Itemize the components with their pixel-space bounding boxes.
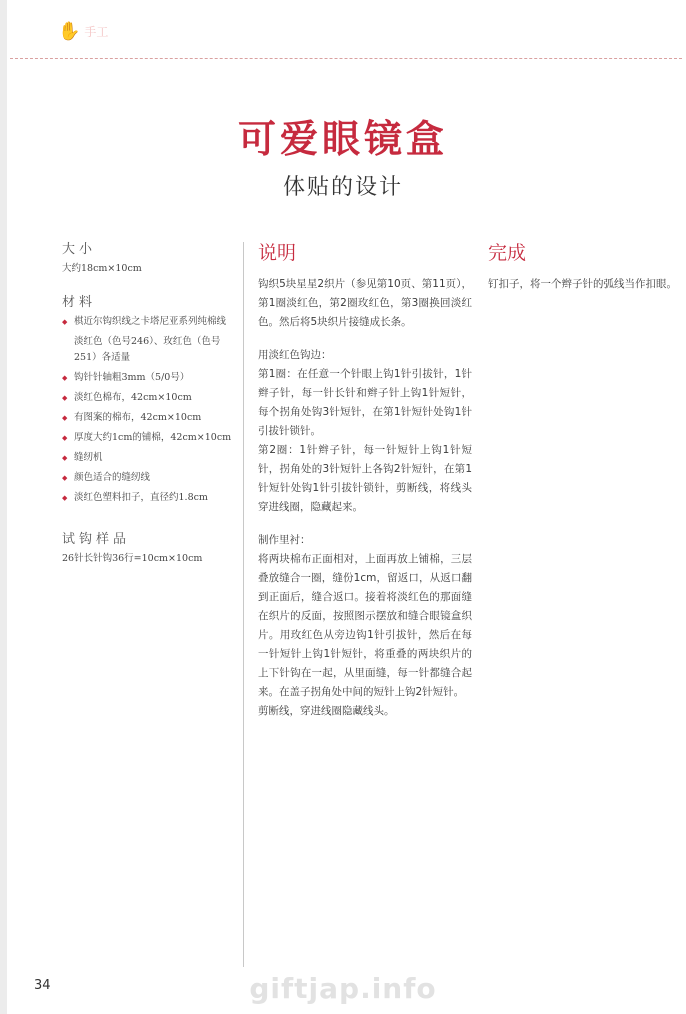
list-item: ◆ 淡红色塑料扣子，直径约1.8cm — [62, 490, 242, 506]
header-logo-text: 手工 — [84, 24, 109, 39]
instructions-column — [258, 238, 472, 721]
page-number: 34 — [34, 978, 51, 993]
finish-text: 钉扣子，将一个辫子针的弧线当作扣眼。 — [488, 278, 677, 290]
left-column — [62, 238, 242, 567]
header-logo — [58, 16, 148, 46]
instruction-paragraph: 制作里衬： — [258, 534, 311, 546]
list-item: ◆ 钩针针轴粗3mm（5/0号） — [62, 370, 242, 386]
list-item: ◆ 棋近尔钩织线之卡塔尼亚系列纯棉线 — [62, 314, 242, 330]
list-item: ◆ 有图案的棉布，42cm×10cm — [62, 410, 242, 426]
materials-list — [62, 314, 242, 506]
gauge-text: 26针长针钩36行=10cm×10cm — [62, 553, 203, 564]
instruction-paragraph: 第1圈：在任意一个针眼上钩1针引拔针，1针辫子针，每一针长针和辫子针上钩1针短针，每个拐角处钩3针短针，在第1针短针处钩1针引拔针锁针。 — [258, 368, 472, 437]
page-title: 可爱眼镜盒 — [237, 117, 448, 161]
materials-heading: 材料 — [62, 295, 97, 310]
gauge-heading: 试钩样品 — [62, 532, 131, 547]
size-heading: 大小 — [62, 242, 97, 257]
instructions-heading: 说明 — [258, 242, 297, 264]
header-divider — [10, 58, 682, 59]
watermark: giftjap.info — [249, 972, 437, 1005]
instruction-paragraph: 钩织5块星星2织片（参见第10页、第11页），第1圈淡红色，第2圈玫红色，第3圈换回淡红色。然后将5块织片接缝成长条。 — [258, 278, 472, 328]
column-divider — [243, 242, 244, 967]
page-subtitle: 体贴的设计 — [282, 175, 403, 200]
instruction-paragraph: 第2圈：1针辫子针，每一针短针上钩1针短针，拐角处的3针短针上各钩2针短针，在第1针短针处钩1针引拔针锁针，剪断线，将线头穿进线圈，隐藏起来。 — [258, 444, 472, 513]
list-item: 淡红色（色号246）、玫红色（色号251）各适量 — [74, 336, 221, 363]
finish-column — [488, 238, 678, 294]
instruction-paragraph: 将两块棉布正面相对，上面再放上铺棉，三层叠放缝合一圈，缝份1cm，留返口，从返口翻到正面后，缝合返口。接着将淡红色的那面缝在织片的反面，按照图示摆放和缝合眼镜盒织片。用玫红色从旁边钩1针引拔针，然后在每一针短针上钩1针短针，将重叠的两块织片的上下针钩在一起，从里面缝，每一针都缝合起来。在盖子拐角处中间的短针上钩2针短针。 — [258, 553, 472, 698]
instruction-paragraph: 用淡红色钩边： — [258, 349, 332, 361]
size-text: 大约18cm×10cm — [62, 263, 142, 274]
hand-icon: ✋ — [58, 20, 81, 42]
list-item: ◆ 厚度大约1cm的铺棉，42cm×10cm — [62, 430, 242, 446]
instruction-paragraph: 剪断线，穿进线圈隐藏线头。 — [258, 705, 395, 717]
list-item: ◆ 淡红色棉布，42cm×10cm — [62, 390, 242, 406]
finish-heading: 完成 — [488, 242, 527, 264]
list-item: ◆ 缝纫机 — [62, 450, 242, 466]
list-item: ◆ 颜色适合的缝纫线 — [62, 470, 242, 486]
